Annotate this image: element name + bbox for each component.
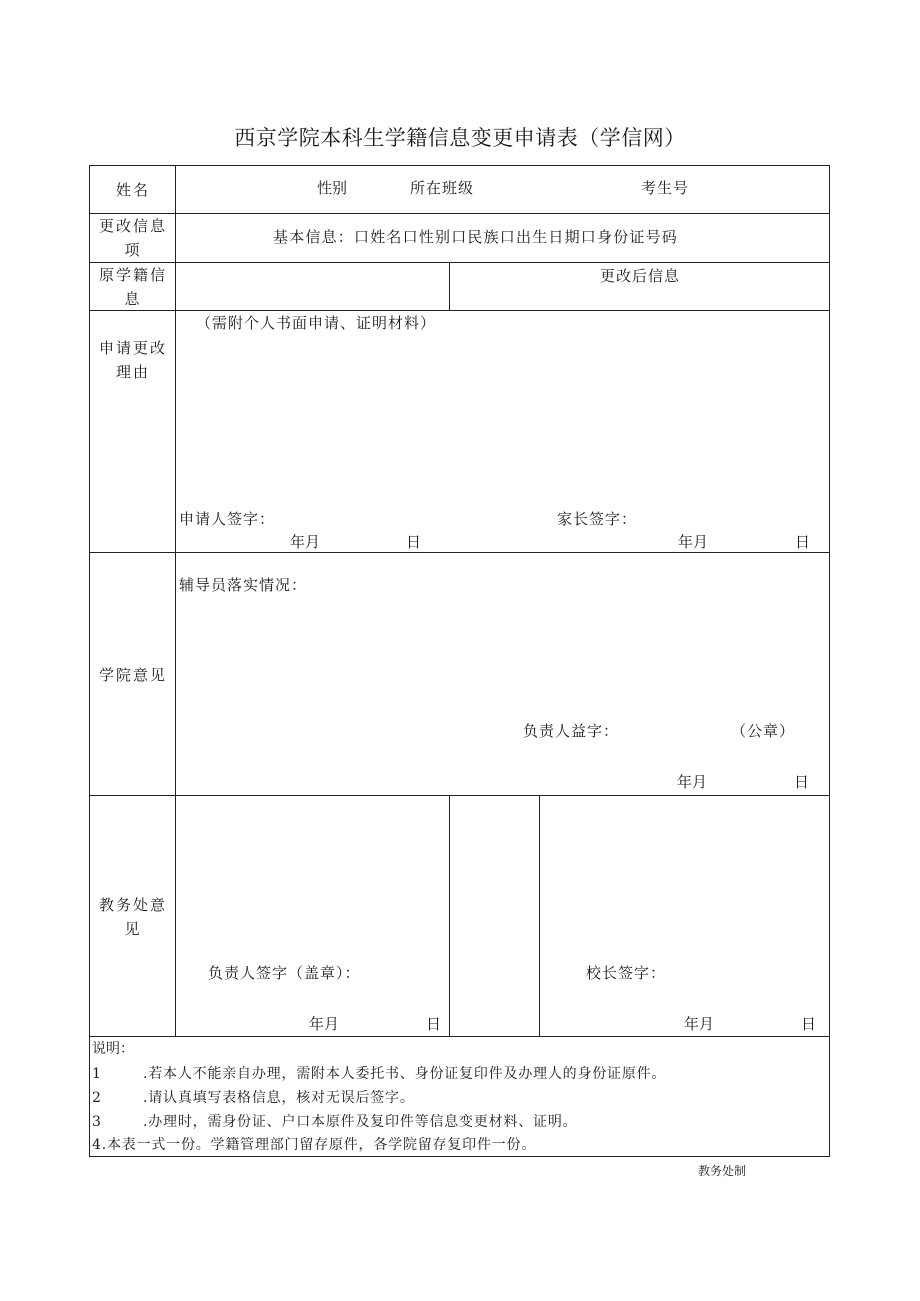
cell-divider: [449, 262, 450, 310]
note-2-number: 2: [92, 1090, 101, 1106]
application-form-table: [89, 165, 830, 1157]
change-item-label-line1: 更改信息: [98, 217, 167, 235]
note-2-text: .请认真填写表格信息，核对无误后签字。: [143, 1090, 415, 1106]
cell-divider: [539, 795, 540, 1036]
note-4-text: 4.本表一式一份。学籍管理部门留存原件，各学院留存复印件一份。: [92, 1137, 537, 1153]
college-date-year-month: 年月: [677, 773, 708, 791]
parent-date-day: 日: [795, 533, 811, 551]
parent-signature-label: 家长签字：: [557, 510, 638, 528]
notes-heading: 说明：: [92, 1041, 134, 1057]
reason-label-line2: 理由: [115, 363, 150, 381]
parent-date-year-month: 年月: [678, 533, 709, 551]
college-date-day: 日: [794, 773, 810, 791]
note-1-text: .若本人不能亲自办理，需附本人委托书、身份证复印件及办理人的身份证原件。: [143, 1066, 667, 1082]
row-divider: [90, 310, 829, 311]
affairs-date-year-month: 年月: [309, 1015, 340, 1033]
cell-divider: [449, 795, 450, 1036]
academic-affairs-label-line2: 见: [124, 920, 142, 938]
original-info-label-line2: 息: [124, 290, 142, 308]
name-label: 姓名: [115, 181, 150, 199]
president-date-day: 日: [801, 1015, 817, 1033]
applicant-signature-label: 申请人签字：: [179, 510, 276, 528]
academic-affairs-label-line1: 教务处意: [98, 896, 167, 914]
row-divider: [90, 213, 829, 214]
note-3-text: .办理时，需身份证、户口本原件及复印件等信息变更材料、证明。: [143, 1114, 578, 1130]
change-item-label-line2: 项: [124, 241, 142, 259]
college-seal-label: （公章）: [731, 722, 796, 740]
reason-note: （需附个人书面申请、证明材料）: [196, 314, 437, 332]
counselor-status-label: 辅导员落实情况：: [179, 576, 308, 594]
note-3-number: 3: [92, 1114, 101, 1130]
college-opinion-label: 学院意见: [98, 666, 167, 684]
applicant-date-day: 日: [406, 533, 422, 551]
class-label: 所在班级: [410, 179, 475, 197]
row-divider: [90, 552, 829, 553]
college-responsible-signature-label: 负责人益字：: [523, 722, 620, 740]
issuer-footer: 教务处制: [698, 1164, 747, 1178]
affairs-date-day: 日: [426, 1015, 442, 1033]
affairs-responsible-signature-label: 负责人签字（盖章）：: [208, 964, 361, 982]
form-title: 西京学院本科生学籍信息变更申请表（学信网）: [234, 126, 686, 150]
applicant-date-year-month: 年月: [290, 533, 321, 551]
note-1-number: 1: [92, 1066, 101, 1082]
reason-label: [90, 336, 176, 384]
change-item-label: [90, 214, 176, 262]
president-date-year-month: 年月: [684, 1015, 715, 1033]
original-info-label: [90, 263, 176, 311]
exam-number-label: 考生号: [641, 179, 690, 197]
row-divider: [90, 262, 829, 263]
academic-affairs-opinion-label: [90, 893, 176, 941]
original-info-label-line1: 原学籍信: [98, 266, 167, 284]
changed-info-label: 更改后信息: [600, 267, 681, 285]
president-signature-label: 校长签字：: [586, 964, 667, 982]
reason-label-line1: 申请更改: [98, 339, 167, 357]
row-divider: [90, 795, 829, 796]
basic-info-checkboxes: 基本信息：口姓名口性别口民族口出生日期口身份证号码: [273, 228, 679, 246]
row-divider: [90, 1036, 829, 1037]
gender-label: 性别: [317, 179, 348, 197]
